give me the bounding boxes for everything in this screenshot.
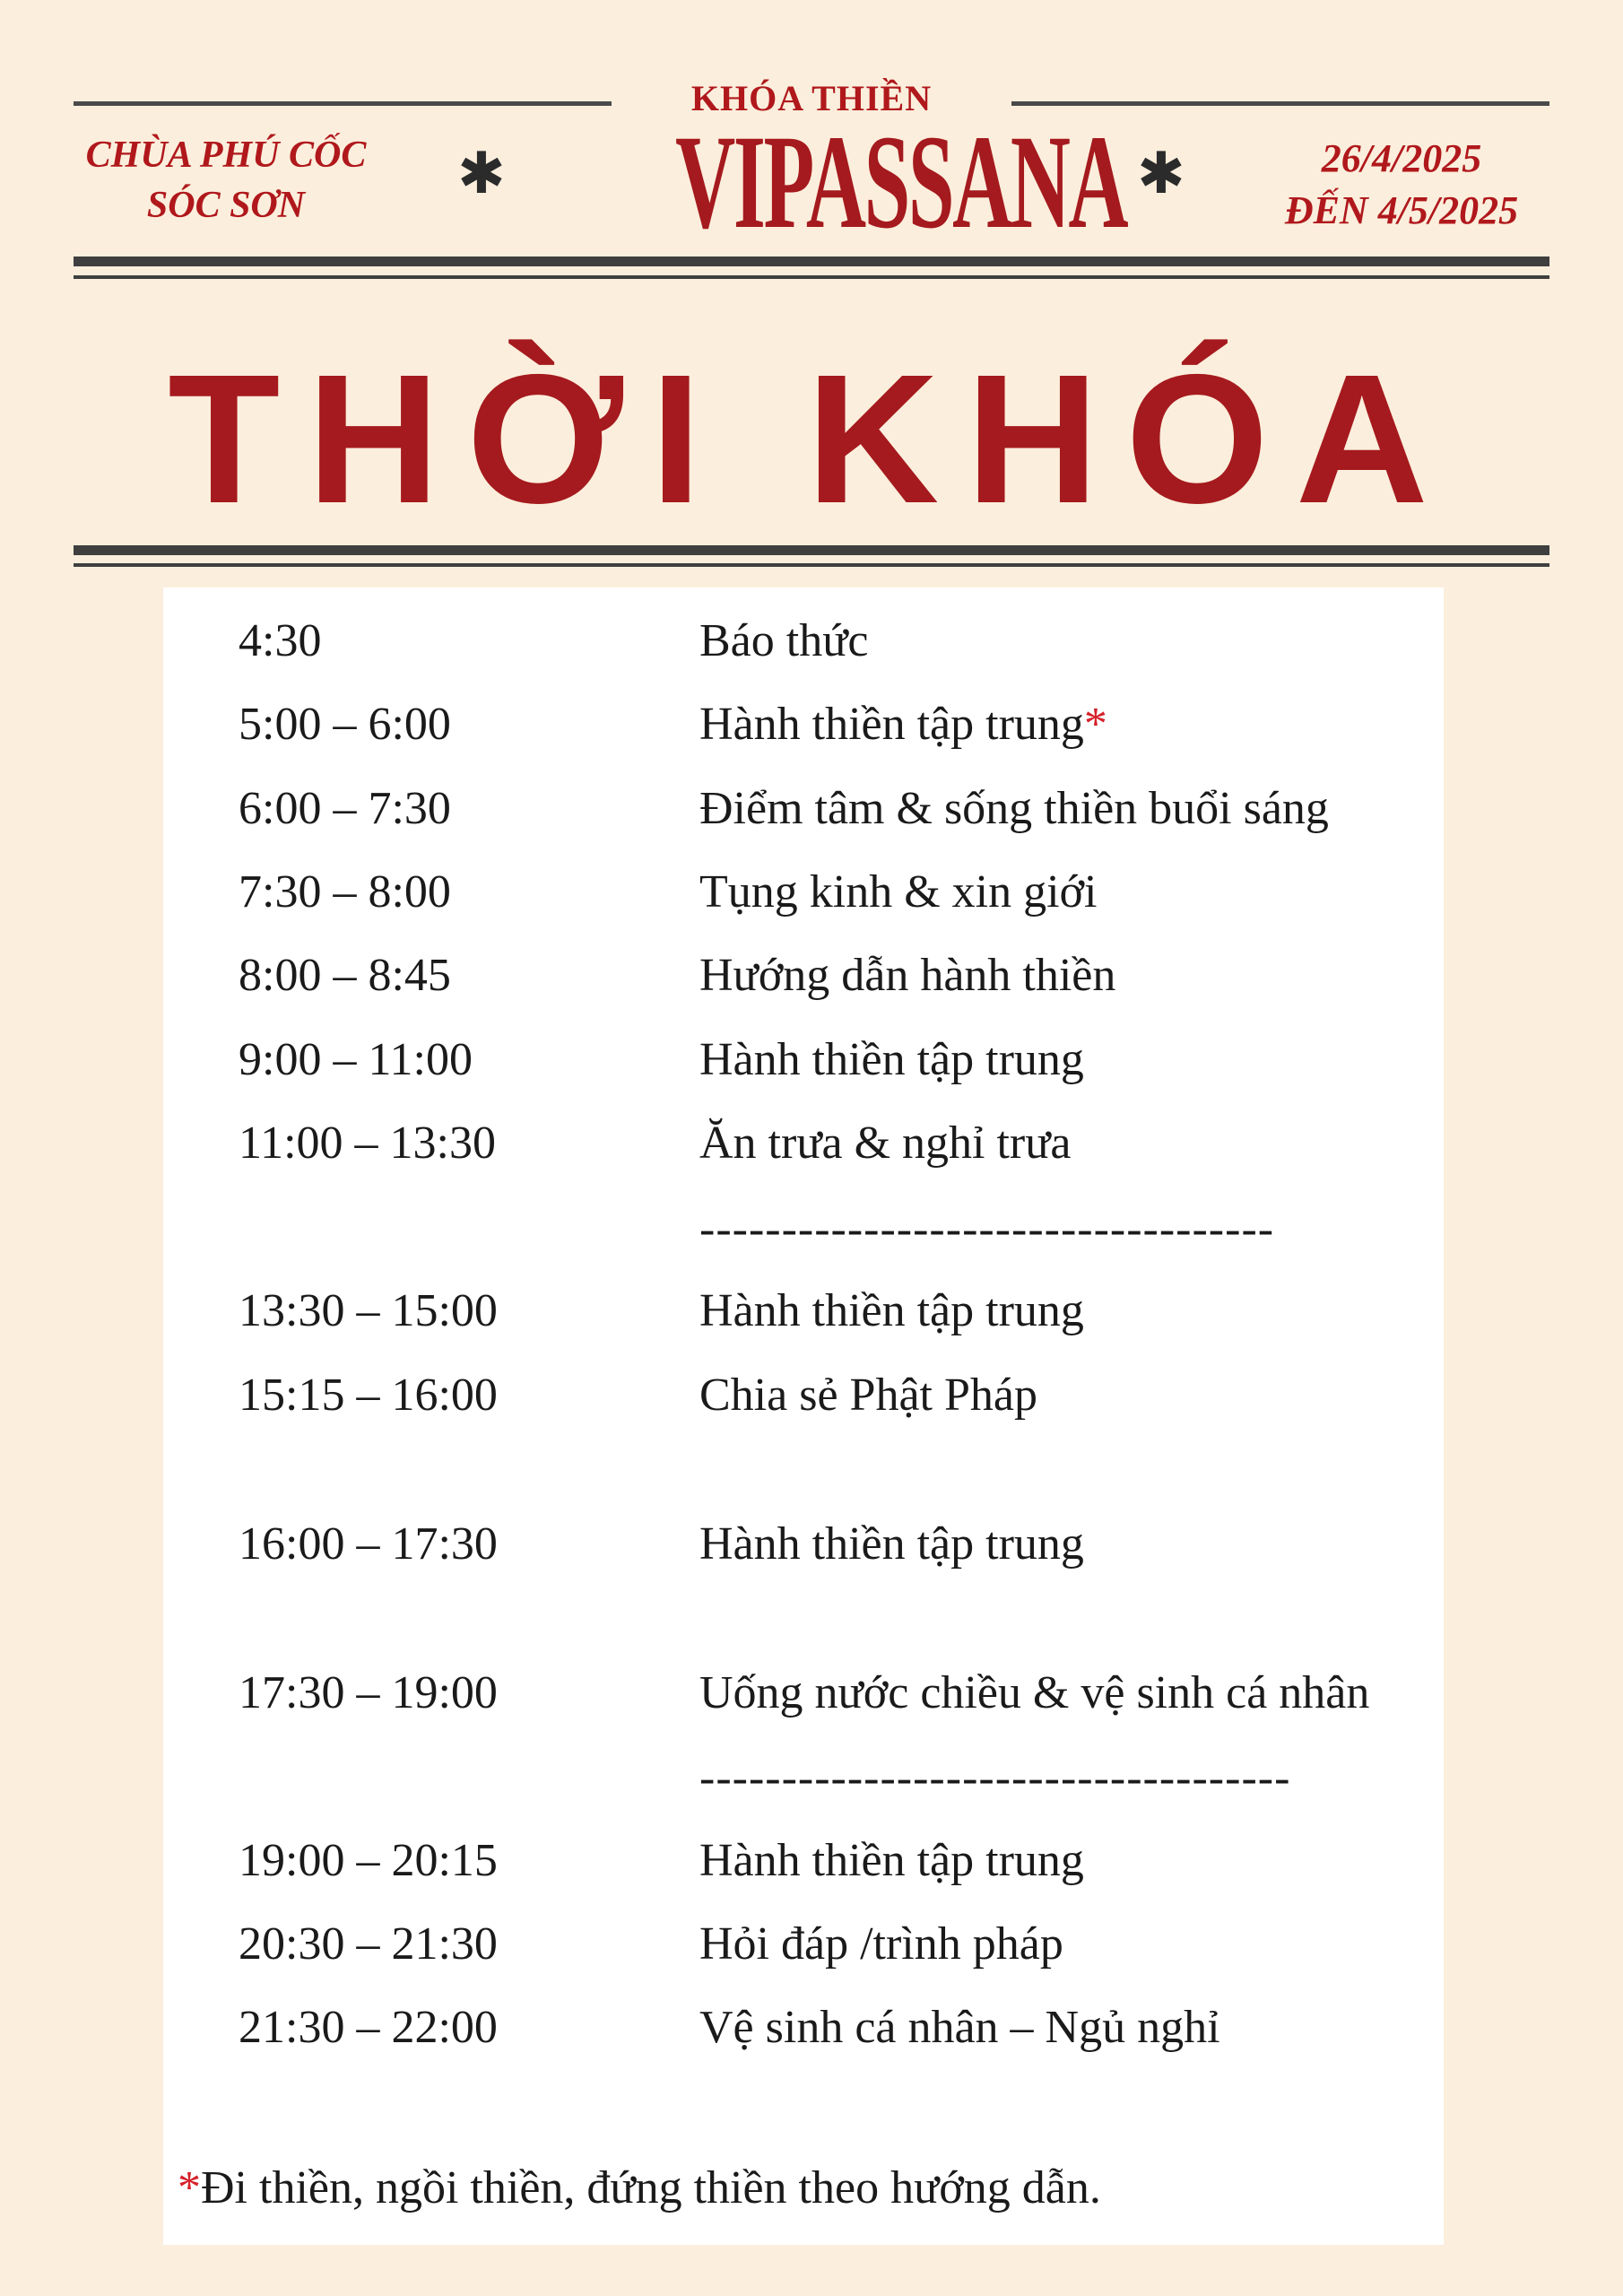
- schedule-time: 7:30 – 8:00: [239, 866, 451, 918]
- schedule-time: 11:00 – 13:30: [239, 1118, 496, 1169]
- schedule-row: [163, 1364, 1444, 1427]
- schedule-row: [163, 1830, 1444, 1892]
- schedule-time: 4:30: [239, 615, 322, 666]
- schedule-activity: Ăn trưa & nghỉ trưa: [699, 1118, 1072, 1169]
- course-dates: [1254, 133, 1549, 237]
- footnote-mark: *: [178, 2162, 201, 2213]
- schedule-time: 19:00 – 20:15: [239, 1835, 498, 1886]
- schedule-time: 8:00 – 8:45: [239, 950, 451, 1001]
- schedule-activity: Hướng dẫn hành thiền: [699, 950, 1116, 1001]
- schedule-time: 16:00 – 17:30: [239, 1518, 498, 1570]
- schedule-activity-wrap: [699, 693, 1107, 756]
- schedule-activity: Hành thiền tập trung: [699, 1835, 1084, 1886]
- page-title: THỜI KHÓA: [168, 336, 1455, 542]
- schedule-activity: Uống nước chiều & vệ sinh cá nhân: [699, 1667, 1370, 1718]
- course-kicker: KHÓA THIỀN: [690, 78, 933, 118]
- schedule-row: [163, 610, 1444, 673]
- schedule-time: 5:00 – 6:00: [239, 699, 451, 750]
- schedule-row: [163, 1112, 1444, 1175]
- header-double-rule-thin: [74, 275, 1549, 279]
- section-divider: ------------------------------------: [699, 1752, 1291, 1804]
- schedule-row: [163, 1513, 1444, 1576]
- temple-line-2: SÓC SƠN: [146, 185, 306, 226]
- header-rule-right: [1011, 101, 1549, 106]
- schedule-row: [163, 1029, 1444, 1091]
- schedule-activity: Vệ sinh cá nhân – Ngủ nghỉ: [699, 2002, 1220, 2053]
- schedule-row: [163, 1996, 1444, 2059]
- schedule-time: 17:30 – 19:00: [239, 1667, 498, 1718]
- schedule-activity: Chia sẻ Phật Pháp: [699, 1370, 1037, 1421]
- schedule-time: 15:15 – 16:00: [239, 1370, 498, 1421]
- asterisk-icon-right: ✱: [1137, 141, 1185, 207]
- header-rule-left: [74, 101, 612, 106]
- asterisk-icon-left: ✱: [457, 141, 506, 207]
- schedule-activity: Tụng kinh & xin giới: [699, 866, 1098, 918]
- schedule-row: [163, 1913, 1444, 1976]
- footnote-text: Đi thiền, ngồi thiền, đứng thiền theo hướng dẫn.: [201, 2162, 1101, 2213]
- schedule-time: 13:30 – 15:00: [239, 1285, 498, 1336]
- temple-name: [74, 130, 378, 230]
- schedule-time: 9:00 – 11:00: [239, 1034, 473, 1085]
- date-start: 26/4/2025: [1321, 136, 1482, 180]
- date-end: ĐẾN 4/5/2025: [1284, 188, 1519, 232]
- schedule-row: [163, 778, 1444, 840]
- schedule-activity: Báo thức: [699, 615, 869, 666]
- title-double-rule-thin: [74, 563, 1549, 567]
- header-double-rule-thick: [74, 257, 1549, 266]
- schedule-activity: Hành thiền tập trung: [699, 1518, 1084, 1570]
- schedule-row: [163, 693, 1444, 756]
- schedule-row: [163, 1662, 1444, 1725]
- schedule-time: 20:30 – 21:30: [239, 1918, 498, 1970]
- course-brand-title: VIPASSANA: [675, 108, 1127, 257]
- schedule-time: 6:00 – 7:30: [239, 783, 451, 834]
- schedule-activity: Hành thiền tập trung: [699, 1034, 1084, 1085]
- section-divider: -----------------------------------: [699, 1204, 1275, 1255]
- schedule-activity: Điểm tâm & sống thiền buổi sáng: [699, 783, 1329, 834]
- temple-line-1: CHÙA PHÚ CỐC: [85, 135, 367, 176]
- schedule-time: 21:30 – 22:00: [239, 2002, 498, 2053]
- schedule-row: [163, 944, 1444, 1007]
- schedule-activity: Hành thiền tập trung: [699, 1285, 1084, 1336]
- title-double-rule-thick: [74, 545, 1549, 555]
- schedule-row: [163, 1280, 1444, 1343]
- schedule-row: [163, 861, 1444, 924]
- schedule-panel: [163, 587, 1444, 2245]
- footnote: [178, 2157, 1101, 2220]
- schedule-activity: Hỏi đáp /trình pháp: [699, 1918, 1063, 1970]
- schedule-activity: Hành thiền tập trung: [699, 699, 1084, 750]
- footnote-marker: *: [1083, 699, 1107, 750]
